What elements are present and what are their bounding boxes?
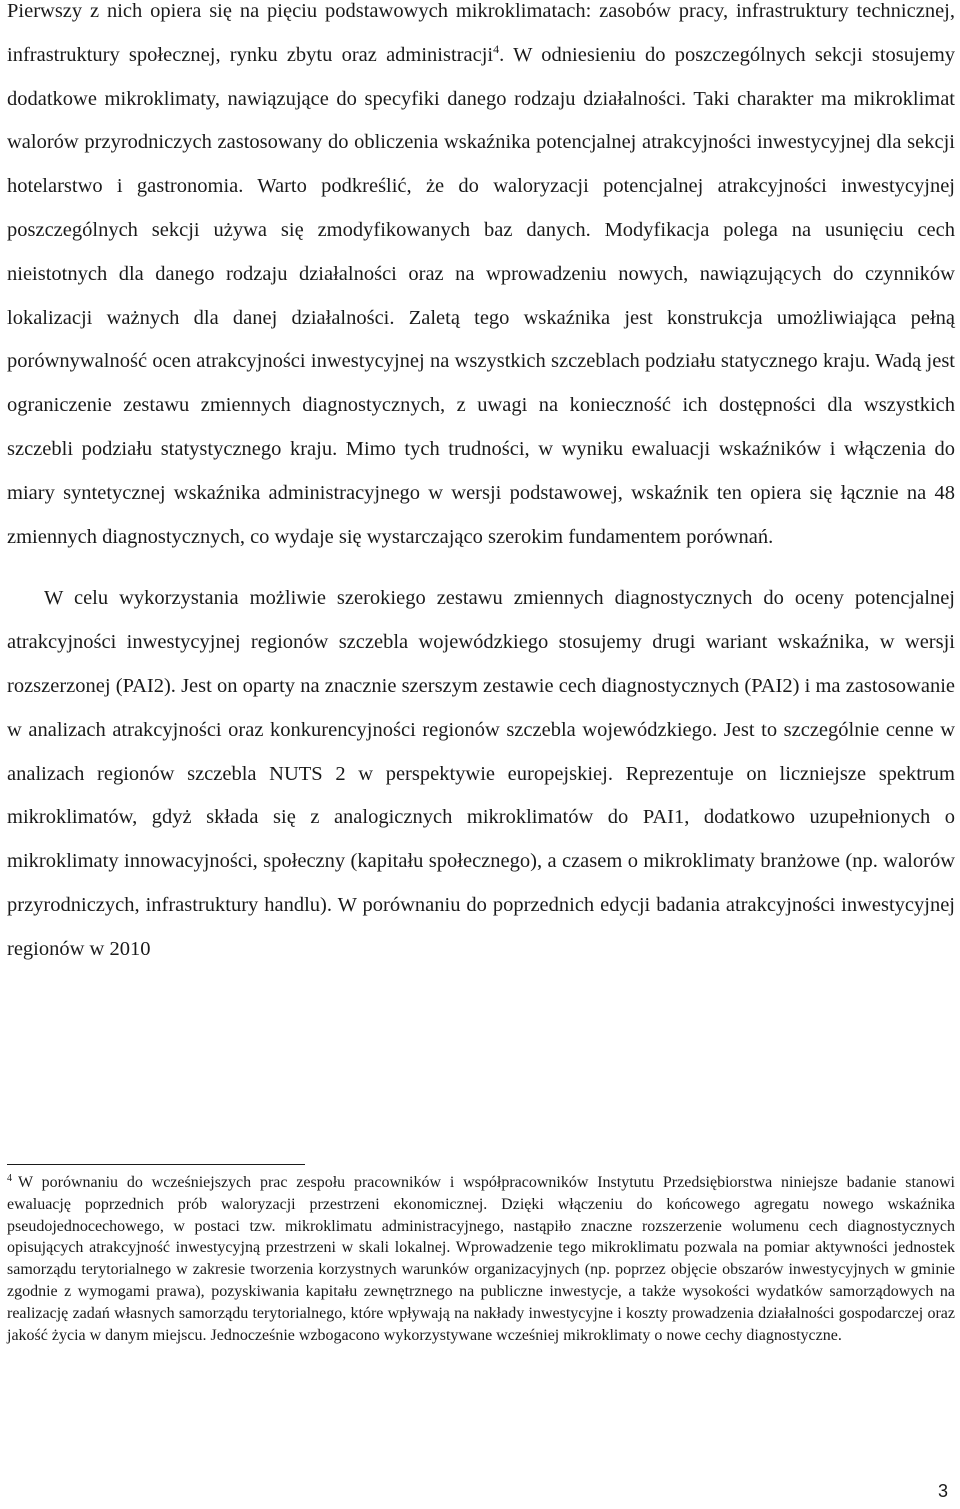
page-body [7,0,955,972]
footnote-separator [7,1164,305,1165]
paragraph-1-part-a: Pierwszy z nich opiera się na pięciu podstawowych mikroklimatach: zasobów pracy, infrastruktury technicznej, infrastruktury społecznej, rynku zbytu oraz administracji [7,0,955,66]
footnote-text: W porównaniu do wcześniejszych prac zespołu pracowników i współpracowników Instytutu Przedsiębiorstwa niniejsze badanie stanowi ewaluację poprzednich prób waloryzacji przestrzeni ekonomicznej. Dzięki włączeniu do końcowego agregatu nowego wskaźnika pseudojednocechowego, w postaci tzw. mikroklimatu administracyjnego, nastąpiło znaczne rozszerzenie wolumenu cech diagnostycznych opisujących atrakcyjność inwestycyjną przestrzeni w skali lokalnej. Wprowadzenie tego mikroklimatu pozwala na pomiar aktywności jednostek samorządu terytorialnego w zakresie tworzenia korzystnych warunków organizacyjnych (np. poprzez objęcie obszarów inwestycyjnych w gminie zgodnie z wymogami prawa), pozyskiwania kapitału zewnętrznego na publiczne inwestycje, a także wysokości wydatków samorządowych na realizację zadań własnych samorządu terytorialnego, które wpływają na nakłady inwestycyjne i koszty prowadzenia działalności gospodarczej oraz jakość życia w danym miejscu. Jednocześnie wzbogacono wykorzystywane wcześniej mikroklimaty o nowe cechy diagnostyczne. [7,1174,955,1344]
paragraph-1-part-b: . W odniesieniu do poszczególnych sekcji stosujemy dodatkowe mikroklimaty, nawiązujące do specyfiki danego rodzaju działalności. Taki charakter ma mikroklimat walorów przyrodniczych zastosowany do obliczenia wskaźnika potencjalnej atrakcyjności inwestycyjnej dla sekcji hotelarstwo i gastronomia. Warto podkreślić, że do waloryzacji potencjalnej atrakcyjności inwestycyjnej poszczególnych sekcji używa się zmodyfikowanych baz danych. Modyfikacja polega na usunięciu cech nieistotnych dla danego rodzaju działalności oraz na wprowadzeniu nowych, nawiązujących do czynników lokalizacji ważnych dla danej działalności. Zaletą tego wskaźnika jest konstrukcja umożliwiająca pełną porównywalność ocen atrakcyjności inwestycyjnej na wszystkich szczeblach podziału statycznego kraju. Wadą jest ograniczenie zestawu zmiennych diagnostycznych, z uwagi na konieczność ich dostępności dla wszystkich szczebli podziału statystycznego kraju. Mimo tych trudności, w wyniku ewaluacji wskaźników i włączenia do miary syntetycznej wskaźnika administracyjnego w wersji podstawowej, wskaźnik ten opiera się łącznie na 48 zmiennych diagnostycznych, co wydaje się wystarczająco szerokim fundamentem porównań. [7,43,956,548]
footnote-reference[interactable]: 4 [493,41,500,56]
footnote-marker: 4 [7,1172,12,1184]
paragraph-2: W celu wykorzystania możliwie szerokiego zestawu zmiennych diagnostycznych do oceny potencjalnej atrakcyjności inwestycyjnej regionów szczebla wojewódzkiego stosujemy drugi wariant wskaźnika, w wersji rozszerzonej (PAI2). Jest on oparty na znacznie szerszym zestawie cech diagnostycznych (PAI2) i ma zastosowanie w analizach atrakcyjności oraz konkurencyjności regionów szczebla wojewódzkiego. Jest to szczególnie cenne w analizach regionów szczebla NUTS 2 w perspektywie europejskiej. Reprezentuje on liczniejsze spektrum mikroklimatów, gdyż składa się z analogicznych mikroklimatów do PAI1, dodatkowo uzupełnionych o mikroklimaty innowacyjności, społeczny (kapitału społecznego), a czasem o mikroklimaty branżowe (np. walorów przyrodniczych, infrastruktury handlu). W porównaniu do poprzednich edycji badania atrakcyjności inwestycyjnej regionów w 2010 [7,587,955,960]
footnote [7,1172,955,1346]
page-number: 3 [937,1481,948,1501]
paragraph-1 [7,0,955,559]
